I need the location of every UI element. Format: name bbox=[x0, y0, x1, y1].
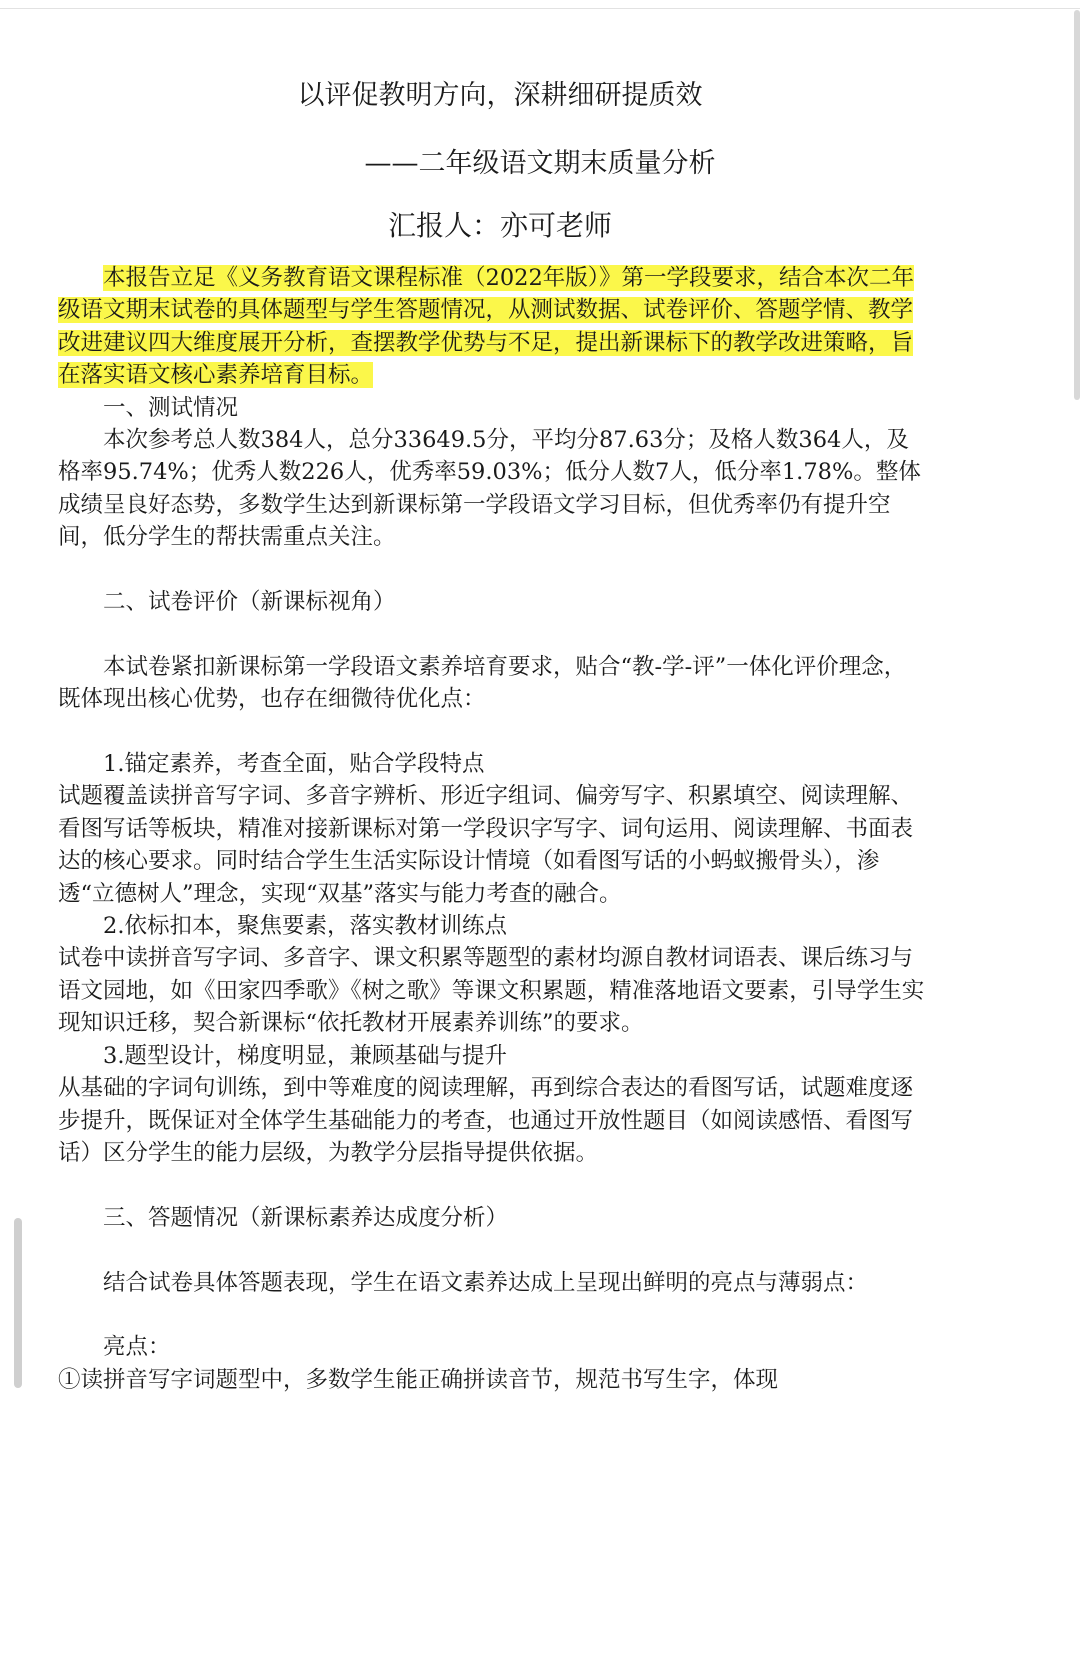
doc-body bbox=[58, 262, 928, 1396]
point-3-body: 从基础的字词句训练，到中等难度的阅读理解，再到综合表达的看图写话，试题难度逐步提升，既保证对全体学生基础能力的考查，也通过开放性题目（如阅读感悟、看图写话）区分学生的能力层级，为教学分层指导提供依据。 bbox=[58, 1075, 914, 1166]
highlights-heading: 亮点： bbox=[103, 1334, 171, 1361]
vertical-scrollbar[interactable] bbox=[1074, 10, 1080, 400]
section-2-heading: 二、试卷评价（新课标视角） bbox=[103, 589, 396, 616]
doc-title: 以评促教明方向，深耕细研提质效 bbox=[297, 80, 703, 111]
section-1-heading: 一、测试情况 bbox=[103, 394, 239, 421]
spacer bbox=[58, 554, 928, 586]
highlight-item-1: ①读拼音写字词题型中，多数学生能正确拼读音节，规范书写生字，体现 bbox=[58, 1366, 779, 1393]
spacer bbox=[58, 618, 928, 650]
spacer bbox=[58, 1234, 928, 1266]
section-3-heading: 三、答题情况（新课标素养达成度分析） bbox=[103, 1204, 509, 1231]
doc-subtitle: ——二年级语文期末质量分析 bbox=[364, 148, 716, 179]
top-divider bbox=[0, 8, 1080, 9]
doc-reporter: 汇报人：亦可老师 bbox=[387, 209, 612, 242]
spacer bbox=[58, 1169, 928, 1201]
spacer bbox=[58, 1299, 928, 1331]
scroll-indicator[interactable] bbox=[14, 1218, 22, 1388]
section-3-intro: 结合试卷具体答题表现，学生在语文素养达成上呈现出鲜明的亮点与薄弱点： bbox=[103, 1269, 869, 1296]
section-1-body: 本次参考总人数384人，总分33649.5分，平均分87.63分；及格人数364人，及格率95.74%；优秀人数226人，优秀率59.03%；低分人数7人，低分率1.78%。整体成绩呈良好态势，多数学生达到新课标第一学段语文学习目标，但优秀率仍有提升空间，低分学生的帮扶需重点关注。 bbox=[58, 427, 921, 551]
intro-paragraph bbox=[58, 262, 928, 392]
point-1-body: 试题覆盖读拼音写字词、多音字辨析、形近字组词、偏旁写字、积累填空、阅读理解、看图写话等板块，精准对接新课标对第一学段识字写字、词句运用、阅读理解、书面表达的核心要求。同时结合学生生活实际设计情境（如看图写话的小蚂蚁搬骨头），渗透“立德树人”理念，实现“双基”落实与能力考查的融合。 bbox=[58, 783, 914, 907]
spacer bbox=[58, 716, 928, 748]
point-1-heading: 1.锚定素养，考查全面，贴合学段特点 bbox=[103, 751, 485, 778]
highlighted-intro: 本报告立足《义务教育语文课程标准（2022年版）》第一学段要求，结合本次二年级语文期末试卷的具体题型与学生答题情况，从测试数据、试卷评价、答题学情、教学改进建议四大维度展开分析，查摆教学优势与不足，提出新课标下的教学改进策略，旨在落实语文核心素养培育目标。 bbox=[58, 265, 915, 389]
section-2-intro: 本试卷紧扣新课标第一学段语文素养培育要求，贴合“教-学-评”一体化评价理念，既体现出核心优势，也存在细微待优化点： bbox=[58, 653, 907, 713]
point-2-heading: 2.依标扣本，聚焦要素，落实教材训练点 bbox=[103, 913, 507, 940]
point-3-heading: 3.题型设计，梯度明显，兼顾基础与提升 bbox=[103, 1042, 507, 1069]
point-2-body: 试卷中读拼音写字词、多音字、课文积累等题型的素材均源自教材词语表、课后练习与语文园地，如《田家四季歌》《树之歌》等课文积累题，精准落地语文要素，引导学生实现知识迁移，契合新课标“依托教材开展素养训练”的要求。 bbox=[58, 945, 925, 1037]
